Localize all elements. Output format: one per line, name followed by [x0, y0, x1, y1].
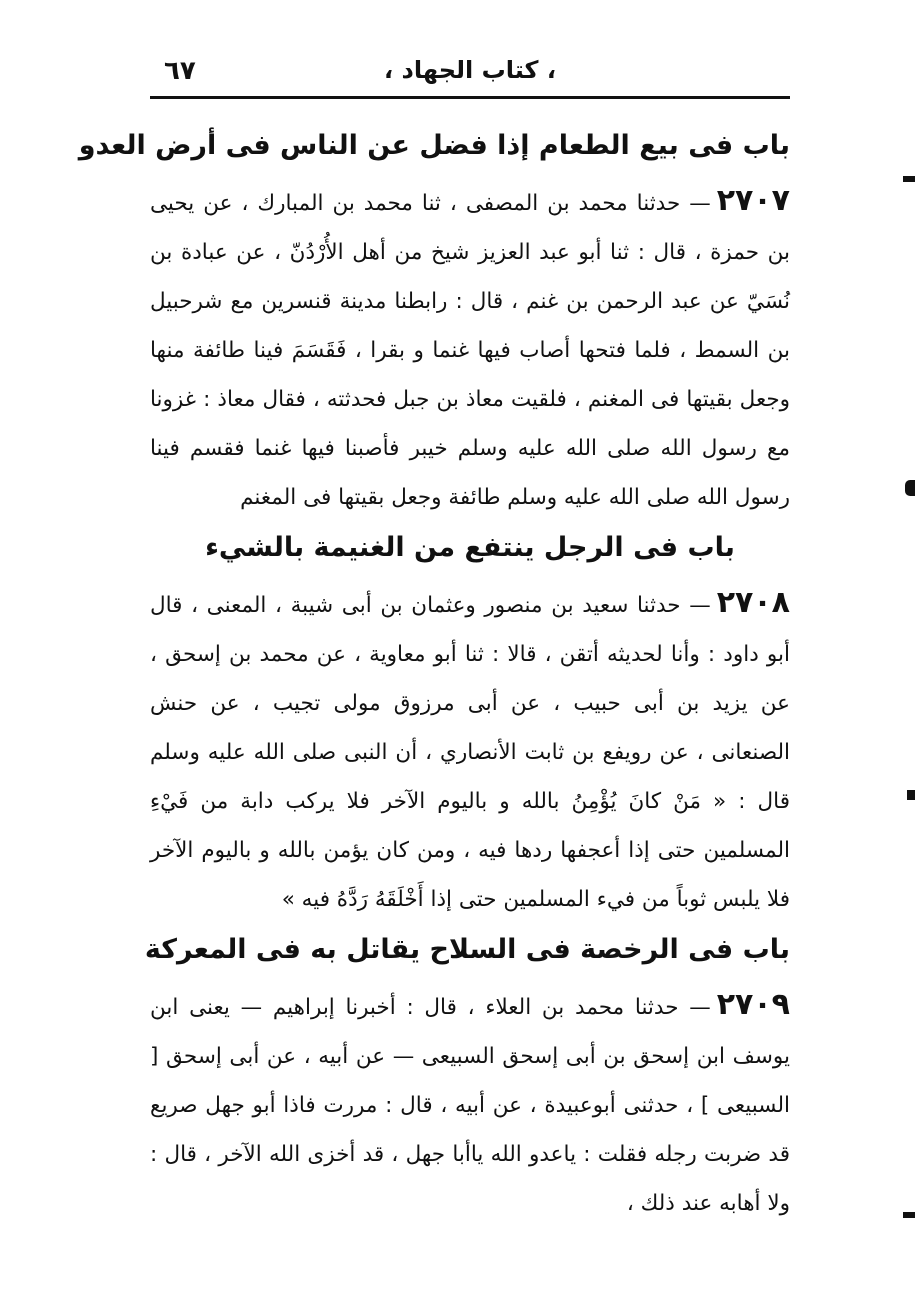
header-divider	[150, 96, 790, 99]
chapter-title-2: باب فى الرجل ينتفع من الغنيمة بالشيء	[205, 532, 735, 563]
hadith-2707	[150, 176, 790, 522]
scan-edge-mark	[907, 790, 915, 800]
page-number: ٦٧	[164, 56, 196, 86]
hadith-number: ٢٧٠٩	[716, 987, 790, 1022]
chapter-title-3: باب فى الرخصة فى السلاح يقاتل به فى المعركة	[144, 934, 790, 965]
hadith-number: ٢٧٠٧	[716, 183, 790, 218]
scan-edge-mark	[903, 1212, 915, 1218]
hadith-text: — حدثنا محمد بن العلاء ، قال : أخبرنا إبراهيم — يعنى ابن يوسف ابن إسحق بن أبى إسحق السبيعى — عن أبيه ، عن أبى إسحق [ السبيعى ] ، حدثنى أبوعبيدة ، عن أبيه ، قال : مررت فاذا أبو جهل صريع قد ضربت رجله فقلت : ياعدو الله ياأبا جهل ، قد أخزى الله الآخر ، قال : ولا أهابه عند ذلك ،	[150, 995, 790, 1216]
hadith-number: ٢٧٠٨	[716, 585, 790, 620]
running-title: ، كتاب الجهاد ،	[384, 56, 556, 84]
hadith-2709	[150, 980, 790, 1228]
scan-edge-mark	[903, 176, 915, 182]
page-body	[78, 120, 790, 1234]
scan-edge-mark	[905, 480, 915, 496]
hadith-text: — حدثنا محمد بن المصفى ، ثنا محمد بن المبارك ، عن يحيى بن حمزة ، قال : ثنا أبو عبد العزيز شيخ من أهل الأُرْدُنّ ، عن عبادة بن نُسَيّ عن عبد الرحمن بن غنم ، قال : رابطنا مدينة قنسرين مع شرحبيل بن السمط ، فلما فتحها أصاب فيها غنما و بقرا ، فَقَسَمَ فينا طائفة منها وجعل بقيتها فى المغنم ، فلقيت معاذ بن جبل فحدثته ، فقال معاذ : غزونا مع رسول الله صلى الله عليه وسلم خيبر فأصبنا فيها غنما فقسم فينا رسول الله صلى الله عليه وسلم طائفة وجعل بقيتها فى المغنم	[150, 191, 790, 510]
chapter-title-1: باب فى بيع الطعام إذا فضل عن الناس فى أرض العدو	[78, 130, 790, 161]
hadith-2708	[150, 578, 790, 924]
hadith-text: — حدثنا سعيد بن منصور وعثمان بن أبى شيبة ، المعنى ، قال أبو داود : وأنا لحديثه أتقن ، قالا : ثنا أبو معاوية ، عن محمد بن إسحق ، عن يزيد بن أبى حبيب ، عن أبى مرزوق مولى تجيب ، عن حنش الصنعانى ، عن رويفع بن ثابت الأنصاري ، أن النبى صلى الله عليه وسلم قال : « مَنْ كانَ يُؤْمِنُ بالله و باليوم الآخر فلا يركب دابة من فَيْءِ المسلمين حتى إذا أعجفها ردها فيه ، ومن كان يؤمن بالله و باليوم الآخر فلا يلبس ثوباً من فيء المسلمين حتى إذا أَخْلَقَهُ رَدَّهُ فيه »	[150, 593, 790, 912]
page-header	[150, 52, 790, 92]
